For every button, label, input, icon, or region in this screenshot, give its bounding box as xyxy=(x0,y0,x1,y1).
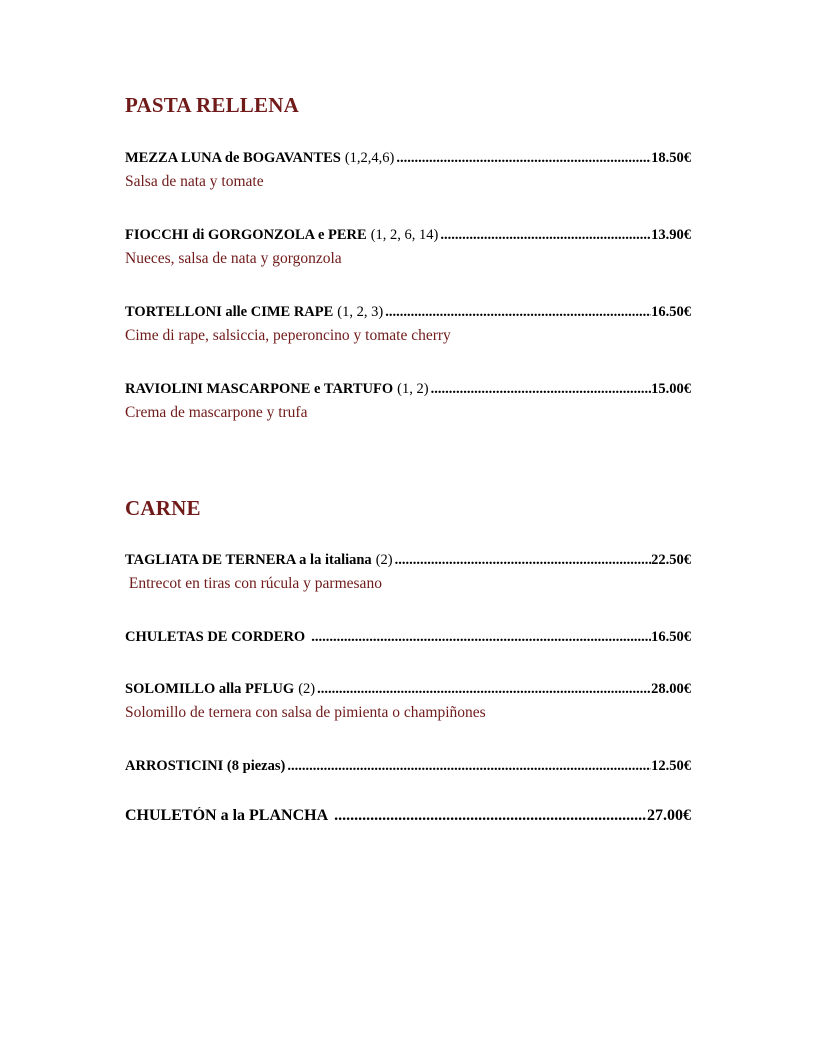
item-name: TORTELLONI alle CIME RAPE xyxy=(125,304,334,320)
item-price: 22.50€ xyxy=(651,552,691,568)
item-allergens: (2) xyxy=(375,552,393,568)
item-price: 28.00€ xyxy=(651,681,691,697)
item-description: Nueces, salsa de nata y gorgonzola xyxy=(125,250,342,267)
section-title-pasta-rellena: PASTA RELLENA xyxy=(125,93,299,117)
menu-item-solomillo xyxy=(125,680,691,698)
item-name: CHULETÓN a la PLANCHA xyxy=(125,807,329,824)
section-title-carne: CARNE xyxy=(125,496,201,520)
menu-item-fiocchi xyxy=(125,226,691,244)
dot-leader xyxy=(395,551,652,569)
item-description: Entrecot en tiras con rúcula y parmesano xyxy=(125,575,382,592)
item-price: 27.00€ xyxy=(647,807,691,824)
dot-leader xyxy=(317,680,651,698)
dot-leader xyxy=(431,380,652,398)
dot-leader xyxy=(311,628,651,646)
item-allergens: (1, 2, 6, 14) xyxy=(370,227,439,243)
menu-item-chuleton xyxy=(125,807,691,825)
item-description: Solomillo de ternera con salsa de pimienta o champiñones xyxy=(125,704,486,721)
item-price: 13.90€ xyxy=(651,227,691,243)
item-price: 18.50€ xyxy=(651,150,691,166)
menu-item-mezza-luna xyxy=(125,149,691,167)
item-name: RAVIOLINI MASCARPONE e TARTUFO xyxy=(125,381,394,397)
item-description: Cime di rape, salsiccia, peperoncino y tomate cherry xyxy=(125,327,451,344)
item-name: CHULETAS DE CORDERO xyxy=(125,629,306,645)
item-name: MEZZA LUNA de BOGAVANTES xyxy=(125,150,341,166)
menu-item-tagliata xyxy=(125,551,691,569)
dot-leader xyxy=(287,757,651,775)
item-description: Crema de mascarpone y trufa xyxy=(125,404,308,421)
menu-item-arrosticini xyxy=(125,757,691,775)
menu-item-chuletas-cordero xyxy=(125,628,691,646)
item-name: FIOCCHI di GORGONZOLA e PERE xyxy=(125,227,367,243)
menu-item-tortelloni xyxy=(125,303,691,321)
item-price: 12.50€ xyxy=(651,758,691,774)
dot-leader xyxy=(334,807,647,825)
dot-leader xyxy=(396,149,651,167)
item-allergens: (1, 2, 3) xyxy=(337,304,384,320)
item-price: 16.50€ xyxy=(651,629,691,645)
item-allergens: (2) xyxy=(298,681,316,697)
item-allergens: (1, 2) xyxy=(397,381,429,397)
item-name: TAGLIATA DE TERNERA a la italiana xyxy=(125,552,372,568)
item-price: 16.50€ xyxy=(651,304,691,320)
item-name: SOLOMILLO alla PFLUG xyxy=(125,681,295,697)
dot-leader xyxy=(440,226,651,244)
dot-leader xyxy=(385,303,651,321)
item-price: 15.00€ xyxy=(651,381,691,397)
menu-item-raviolini xyxy=(125,380,691,398)
item-description: Salsa de nata y tomate xyxy=(125,173,264,190)
item-allergens: (1,2,4,6) xyxy=(344,150,395,166)
item-name: ARROSTICINI (8 piezas) xyxy=(125,758,286,774)
